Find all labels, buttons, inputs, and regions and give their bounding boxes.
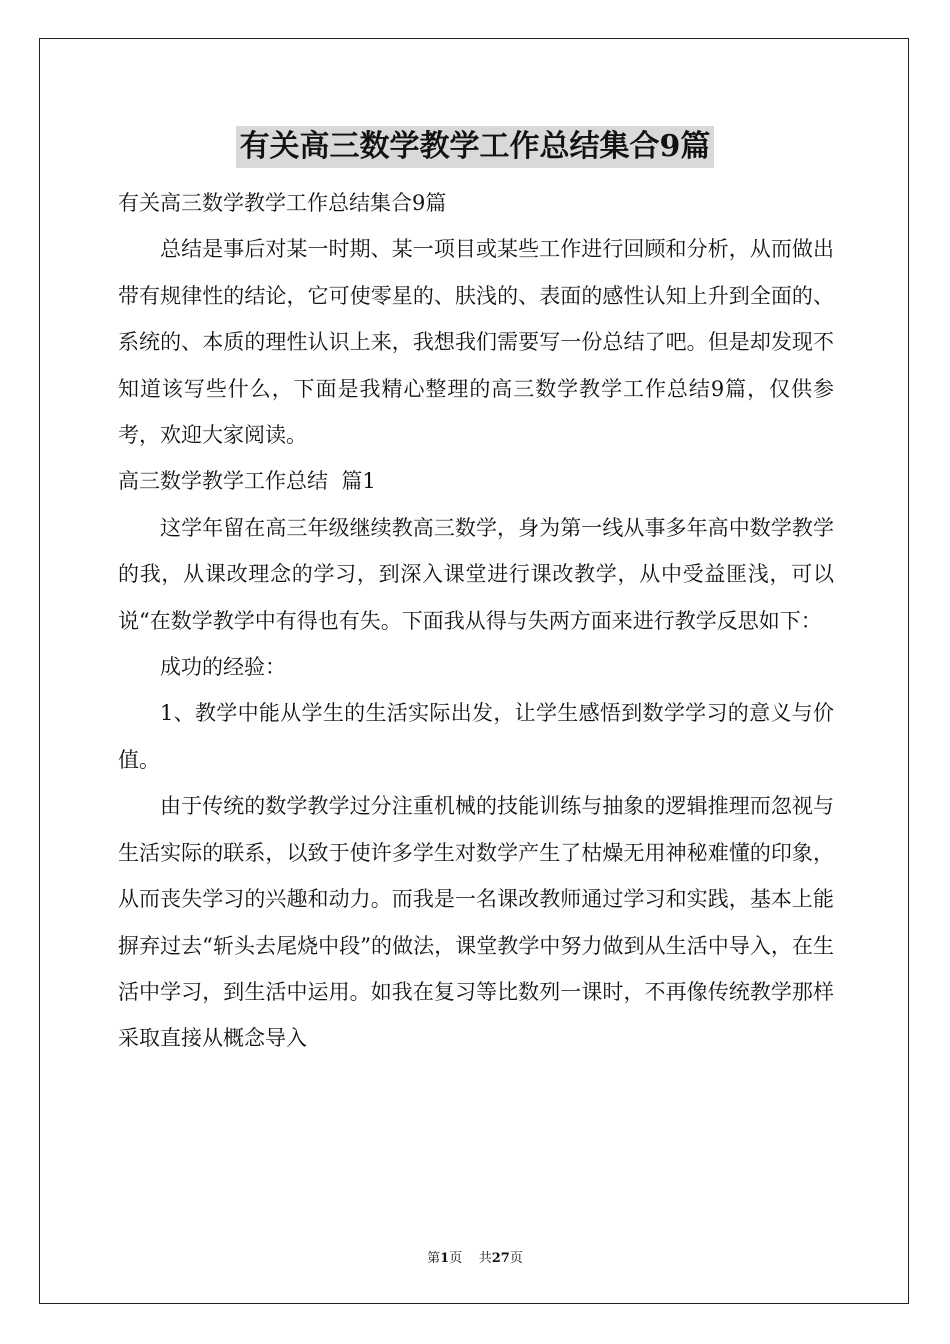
intro-paragraph: 总结是事后对某一时期、某一项目或某些工作进行回顾和分析，从而做出带有规律性的结论，它可使零星的、肤浅的、表面的感性认知上升到全面的、系统的、本质的理性认识上来，我想我们需要写一份总结了吧。但是却发现不知道该写些什么，下面是我精心整理的高三数学教学工作总结9篇，仅供参考，欢迎大家阅读。 xyxy=(118,237,834,448)
footer-page-total: 27 xyxy=(491,1251,510,1266)
document-body xyxy=(118,180,834,1062)
section-paragraph: 这学年留在高三年级继续教高三数学，身为第一线从事多年高中数学教学的我，从课改理念的学习，到深入课堂进行课改教学，从中受益匪浅，可以说“在数学教学中有得也有失。下面我从得与失两方面来进行教学反思如下： xyxy=(118,515,834,633)
section-paragraph: 由于传统的数学教学过分注重机械的技能训练与抽象的逻辑推理而忽视与生活实际的联系，以致于使许多学生对数学产生了枯燥无用神秘难懂的印象，从而丧失学习的兴趣和动力。而我是一名课改教师通过学习和实践，基本上能摒弃过去“斩头去尾烧中段”的做法，课堂教学中努力做到从生活中导入，在生活中学习，到生活中运用。如我在复习等比数列一课时，不再像传统教学那样采取直接从概念导入 xyxy=(118,794,834,1051)
section-paragraph: 1、教学中能从学生的生活实际出发，让学生感悟到数学学习的意义与价值。 xyxy=(118,701,834,772)
document-subtitle: 有关高三数学教学工作总结集合9篇 xyxy=(118,191,447,215)
footer-page-prefix: 第 xyxy=(427,1251,441,1266)
footer-page-current: 1 xyxy=(440,1251,450,1266)
document-title: 有关高三数学教学工作总结集合9篇 xyxy=(236,126,715,168)
footer-page-suffix: 页 xyxy=(509,1251,523,1266)
page-footer xyxy=(0,1247,950,1266)
section-paragraph: 成功的经验： xyxy=(160,655,286,680)
footer-page-mid: 页 共 xyxy=(449,1251,492,1266)
section-heading: 高三数学教学工作总结 篇1 xyxy=(118,469,376,494)
title-container xyxy=(0,126,950,168)
